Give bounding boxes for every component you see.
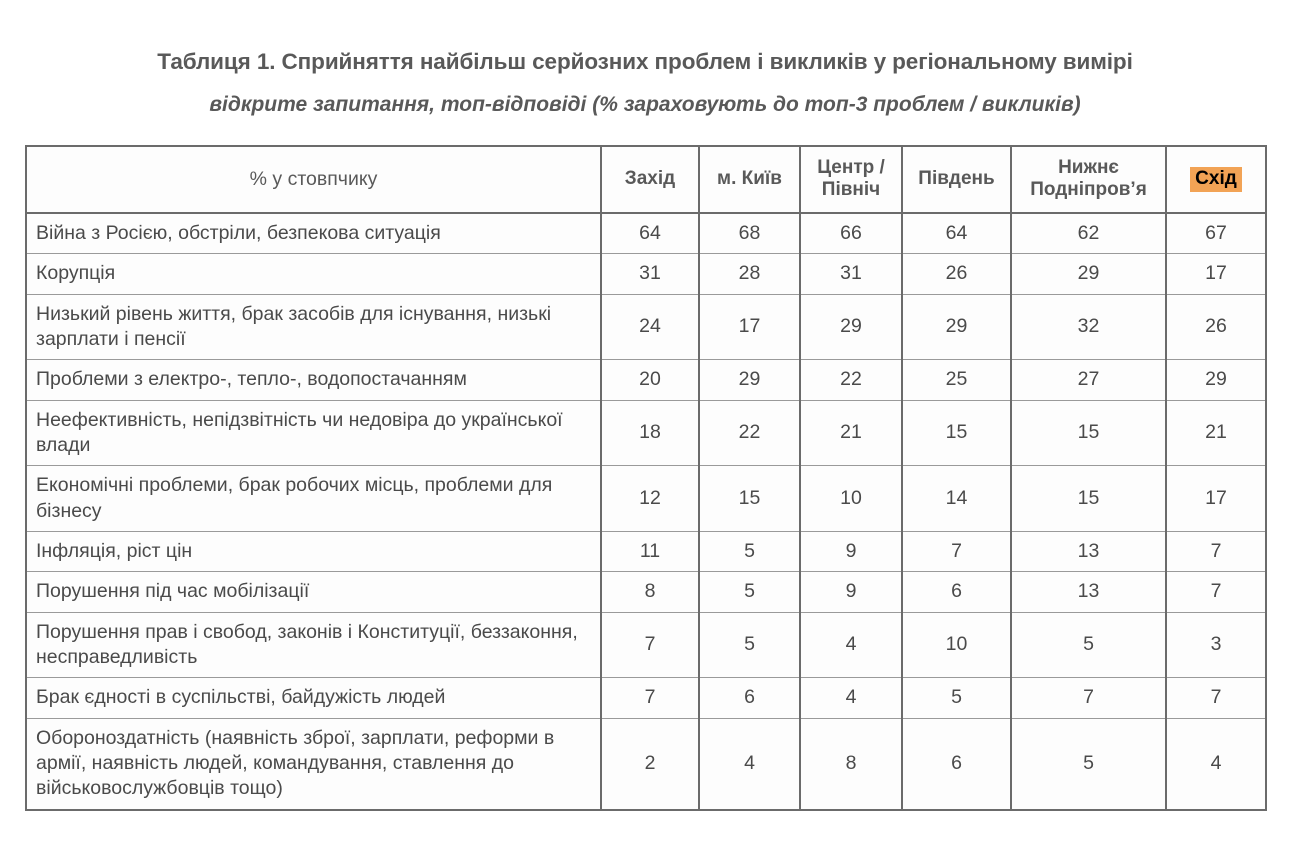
cell-value: 3 xyxy=(1166,612,1266,678)
cell-value: 15 xyxy=(1011,466,1166,532)
row-label: Порушення прав і свобод, законів і Конституції, беззаконня, несправедливість xyxy=(26,612,601,678)
row-label: Неефективність, непідзвітність чи недовіра до української влади xyxy=(26,400,601,466)
cell-value: 7 xyxy=(902,531,1011,571)
cell-value: 20 xyxy=(601,360,699,400)
cell-value: 4 xyxy=(1166,718,1266,810)
cell-value: 32 xyxy=(1011,294,1166,360)
cell-value: 4 xyxy=(800,678,902,718)
table-row xyxy=(26,400,1266,466)
cell-value: 15 xyxy=(699,466,800,532)
cell-value: 15 xyxy=(902,400,1011,466)
table-container xyxy=(25,145,1265,811)
cell-value: 25 xyxy=(902,360,1011,400)
cell-value: 18 xyxy=(601,400,699,466)
column-header-skhid xyxy=(1166,146,1266,213)
table-row xyxy=(26,254,1266,294)
column-header-nyzhnie-podniprovia-line1: Нижнє xyxy=(1058,157,1119,178)
column-header-kyiv-label: м. Київ xyxy=(717,168,782,190)
cell-value: 64 xyxy=(601,213,699,254)
table-row xyxy=(26,466,1266,532)
cell-value: 6 xyxy=(902,572,1011,612)
cell-value: 29 xyxy=(902,294,1011,360)
cell-value: 21 xyxy=(1166,400,1266,466)
cell-value: 15 xyxy=(1011,400,1166,466)
cell-value: 5 xyxy=(699,572,800,612)
row-label: Проблеми з електро-, тепло-, водопостачанням xyxy=(26,360,601,400)
cell-value: 2 xyxy=(601,718,699,810)
table-body xyxy=(26,213,1266,810)
cell-value: 26 xyxy=(902,254,1011,294)
cell-value: 28 xyxy=(699,254,800,294)
title-block xyxy=(0,0,1290,118)
cell-value: 10 xyxy=(902,612,1011,678)
regional-problems-table xyxy=(25,145,1267,811)
row-label: Порушення під час мобілізації xyxy=(26,572,601,612)
column-header-centr-pivnich xyxy=(800,146,902,213)
cell-value: 26 xyxy=(1166,294,1266,360)
cell-value: 29 xyxy=(1011,254,1166,294)
cell-value: 9 xyxy=(800,531,902,571)
cell-value: 24 xyxy=(601,294,699,360)
column-header-kyiv xyxy=(699,146,800,213)
page-subtitle: відкрите запитання, топ-відповіді (% зараховують до топ-3 проблем / викликів) xyxy=(209,93,1081,117)
cell-value: 27 xyxy=(1011,360,1166,400)
cell-value: 7 xyxy=(601,612,699,678)
cell-value: 11 xyxy=(601,531,699,571)
cell-value: 67 xyxy=(1166,213,1266,254)
row-label: Низький рівень життя, брак засобів для існування, низькі зарплати і пенсії xyxy=(26,294,601,360)
cell-value: 6 xyxy=(902,718,1011,810)
page-title: Таблиця 1. Сприйняття найбільш серйозних проблем і викликів у регіональному вимірі xyxy=(157,49,1133,74)
cell-value: 5 xyxy=(699,531,800,571)
table-row xyxy=(26,612,1266,678)
cell-value: 9 xyxy=(800,572,902,612)
cell-value: 31 xyxy=(800,254,902,294)
cell-value: 5 xyxy=(1011,612,1166,678)
table-row xyxy=(26,572,1266,612)
cell-value: 12 xyxy=(601,466,699,532)
cell-value: 7 xyxy=(601,678,699,718)
header-row xyxy=(26,146,1266,213)
cell-value: 29 xyxy=(800,294,902,360)
cell-value: 29 xyxy=(699,360,800,400)
column-header-skhid-highlight: Схід xyxy=(1190,167,1242,192)
column-header-zahid-label: Захід xyxy=(624,168,676,190)
column-header-nyzhnie-podniprovia-line2: Подніпров’я xyxy=(1030,179,1147,201)
cell-value: 7 xyxy=(1166,572,1266,612)
column-header-metric: % у стовпчику xyxy=(26,146,601,213)
cell-value: 8 xyxy=(601,572,699,612)
cell-value: 7 xyxy=(1166,531,1266,571)
table-row xyxy=(26,294,1266,360)
row-label: Економічні проблеми, брак робочих місць, проблеми для бізнесу xyxy=(26,466,601,532)
cell-value: 64 xyxy=(902,213,1011,254)
cell-value: 7 xyxy=(1011,678,1166,718)
column-header-centr-pivnich-line1: Центр / xyxy=(817,157,885,178)
row-label: Брак єдності в суспільстві, байдужість людей xyxy=(26,678,601,718)
cell-value: 4 xyxy=(800,612,902,678)
column-header-nyzhnie-podniprovia xyxy=(1011,146,1166,213)
cell-value: 4 xyxy=(699,718,800,810)
table-row xyxy=(26,531,1266,571)
row-label: Обороноздатність (наявність зброї, зарплати, реформи в армії, наявність людей, командування, ставлення до військовослужбовців тощо) xyxy=(26,718,601,810)
cell-value: 21 xyxy=(800,400,902,466)
cell-value: 17 xyxy=(699,294,800,360)
table-row xyxy=(26,360,1266,400)
cell-value: 5 xyxy=(902,678,1011,718)
cell-value: 66 xyxy=(800,213,902,254)
table-row xyxy=(26,678,1266,718)
cell-value: 10 xyxy=(800,466,902,532)
cell-value: 31 xyxy=(601,254,699,294)
cell-value: 17 xyxy=(1166,466,1266,532)
cell-value: 22 xyxy=(800,360,902,400)
column-header-zahid xyxy=(601,146,699,213)
row-label: Інфляція, ріст цін xyxy=(26,531,601,571)
row-label: Війна з Росією, обстріли, безпекова ситуація xyxy=(26,213,601,254)
cell-value: 13 xyxy=(1011,531,1166,571)
cell-value: 5 xyxy=(699,612,800,678)
cell-value: 8 xyxy=(800,718,902,810)
table-row xyxy=(26,213,1266,254)
cell-value: 7 xyxy=(1166,678,1266,718)
cell-value: 14 xyxy=(902,466,1011,532)
column-header-pivden-label: Південь xyxy=(918,168,995,190)
cell-value: 17 xyxy=(1166,254,1266,294)
cell-value: 13 xyxy=(1011,572,1166,612)
cell-value: 29 xyxy=(1166,360,1266,400)
table-head xyxy=(26,146,1266,213)
cell-value: 68 xyxy=(699,213,800,254)
table-row xyxy=(26,718,1266,810)
cell-value: 62 xyxy=(1011,213,1166,254)
row-label: Корупція xyxy=(26,254,601,294)
column-header-pivden xyxy=(902,146,1011,213)
cell-value: 5 xyxy=(1011,718,1166,810)
cell-value: 22 xyxy=(699,400,800,466)
cell-value: 6 xyxy=(699,678,800,718)
column-header-centr-pivnich-line2: Північ xyxy=(821,179,881,201)
